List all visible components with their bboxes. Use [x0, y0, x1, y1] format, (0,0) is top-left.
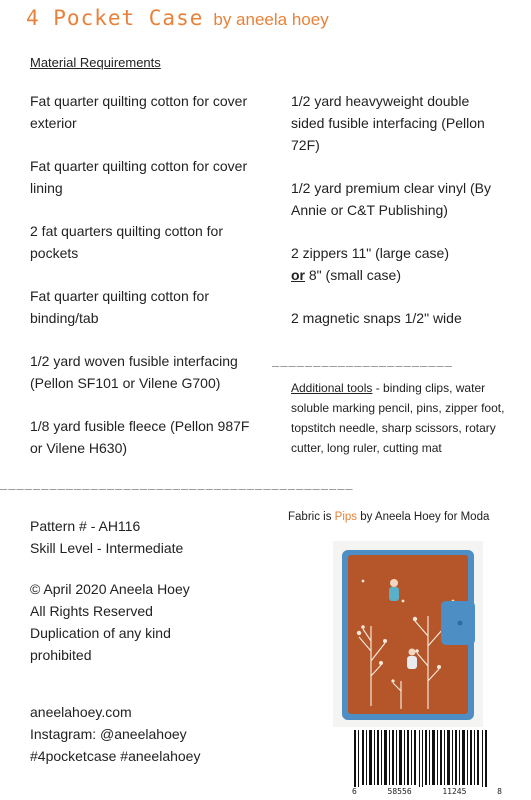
byline: by aneela hoey [213, 10, 329, 29]
rights-line: All Rights Reserved [30, 603, 153, 619]
copyright-block [30, 578, 190, 666]
prohibited-line: prohibited [30, 647, 92, 663]
zipper-large: 2 zippers 11" (large case) [291, 245, 450, 261]
fabric-note-prefix: Fabric is [288, 511, 335, 523]
short-divider: ______________________ [272, 353, 453, 367]
barcode-digit-group: 8 [497, 787, 502, 796]
pattern-info [30, 515, 183, 559]
title-text: 4 Pocket Case [26, 6, 204, 30]
fabric-note [288, 511, 489, 523]
skill-level: Skill Level - Intermediate [30, 540, 184, 556]
long-divider: ___________________________________________ [0, 476, 354, 490]
barcode-digit-group: 6 [352, 787, 357, 796]
page-title [26, 6, 329, 30]
figure-girl [389, 579, 399, 601]
tools-text: - binding clips, water soluble marking pencil, pins, zipper foot, topstitch needle, sharp scissors, rotary cutter, long ruler, cutting mat [291, 381, 505, 455]
pocket-case-photo [333, 541, 483, 727]
barcode-digit-group: 58556 [387, 787, 412, 796]
or-word: or [291, 267, 305, 283]
barcode-digit-group: 11245 [442, 787, 467, 796]
material-item: Fat quarter quilting cotton for binding/tab [30, 288, 209, 326]
materials-heading: Material Requirements [30, 55, 161, 70]
material-item: 2 magnetic snaps 1/2" wide [291, 310, 462, 326]
materials-right-column [291, 90, 506, 350]
material-item: 1/2 yard heavyweight double sided fusible interfacing (Pellon 72F) [291, 93, 485, 153]
fabric-note-suffix: by Aneela Hoey for Moda [357, 511, 490, 523]
zipper-small: 8" (small case) [305, 267, 401, 283]
material-item: 1/8 yard fusible fleece (Pellon 987F or Vilene H630) [30, 418, 250, 456]
material-item: Fat quarter quilting cotton for cover lining [30, 158, 248, 196]
material-item: 2 fat quarters quilting cotton for pockets [30, 223, 223, 261]
hashtags: #4pocketcase #aneelahoey [30, 748, 201, 764]
material-item: 1/2 yard premium clear vinyl (By Annie or C&T Publishing) [291, 180, 491, 218]
pattern-number: Pattern # - AH116 [30, 518, 141, 534]
social-block [30, 701, 200, 767]
material-item: 1/2 yard woven fusible interfacing (Pellon SF101 or Vilene G700) [30, 353, 238, 391]
materials-left-column [30, 90, 265, 480]
tools-heading: Additional tools [291, 381, 373, 395]
additional-tools [291, 378, 521, 458]
material-item: Fat quarter quilting cotton for cover exterior [30, 93, 248, 131]
instagram-handle: Instagram: @aneelahoey [30, 726, 187, 742]
duplication-line: Duplication of any kind [30, 625, 171, 641]
copyright-line: © April 2020 Aneela Hoey [30, 581, 190, 597]
fabric-name: Pips [334, 511, 358, 523]
website-link[interactable]: aneelahoey.com [30, 704, 132, 720]
zipper-item [291, 242, 506, 286]
barcode-digits [352, 787, 502, 796]
